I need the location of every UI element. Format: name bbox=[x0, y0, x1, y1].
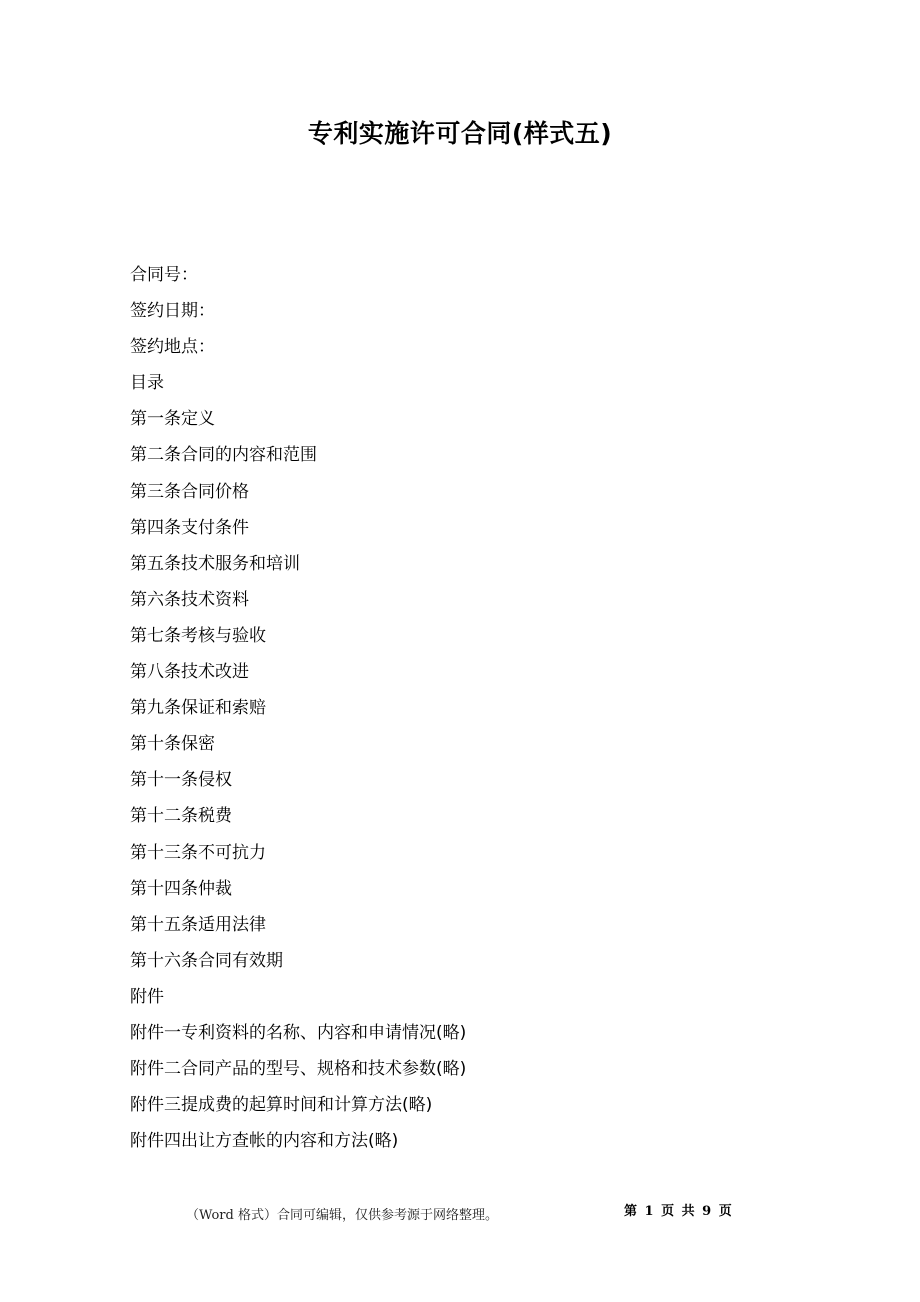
toc-item: 第三条合同价格 bbox=[130, 481, 249, 502]
toc-item: 第十一条侵权 bbox=[130, 770, 232, 791]
footer-note: （Word 格式）合同可编辑，仅供参考源于网络整理。 bbox=[186, 1208, 498, 1223]
document-title: 专利实施许可合同(样式五) bbox=[307, 119, 613, 148]
toc-item: 第十六条合同有效期 bbox=[130, 950, 283, 971]
document-body bbox=[130, 257, 810, 1159]
appendix-item: 附件一专利资料的名称、内容和申请情况(略) bbox=[130, 1022, 467, 1043]
toc-heading: 目录 bbox=[130, 373, 164, 394]
toc-item: 第九条保证和索赔 bbox=[130, 698, 266, 719]
signing-date-field: 签约日期： bbox=[130, 301, 215, 322]
appendix-item: 附件三提成费的起算时间和计算方法(略) bbox=[130, 1095, 433, 1116]
contract-number-field: 合同号： bbox=[130, 265, 198, 285]
toc-item: 第四条支付条件 bbox=[130, 517, 249, 538]
toc-item: 第八条技术改进 bbox=[130, 662, 249, 683]
appendix-item: 附件四出让方查帐的内容和方法(略) bbox=[130, 1131, 399, 1152]
toc-item: 第七条考核与验收 bbox=[130, 625, 266, 646]
toc-item: 第一条定义 bbox=[130, 409, 215, 430]
toc-item: 第六条技术资料 bbox=[130, 589, 249, 610]
toc-item: 第二条合同的内容和范围 bbox=[130, 445, 317, 466]
page-number: 第 1 页 共 9 页 bbox=[624, 1204, 732, 1219]
signing-place-field: 签约地点： bbox=[130, 337, 215, 358]
toc-item: 第十二条税费 bbox=[130, 806, 232, 827]
toc-item: 第十四条仲裁 bbox=[130, 878, 232, 899]
appendix-item: 附件二合同产品的型号、规格和技术参数(略) bbox=[130, 1059, 467, 1080]
toc-item: 第十条保密 bbox=[130, 734, 215, 755]
toc-item: 第五条技术服务和培训 bbox=[130, 553, 300, 574]
toc-item: 第十五条适用法律 bbox=[130, 914, 266, 935]
toc-item: 第十三条不可抗力 bbox=[130, 842, 266, 863]
appendix-heading: 附件 bbox=[130, 986, 164, 1007]
